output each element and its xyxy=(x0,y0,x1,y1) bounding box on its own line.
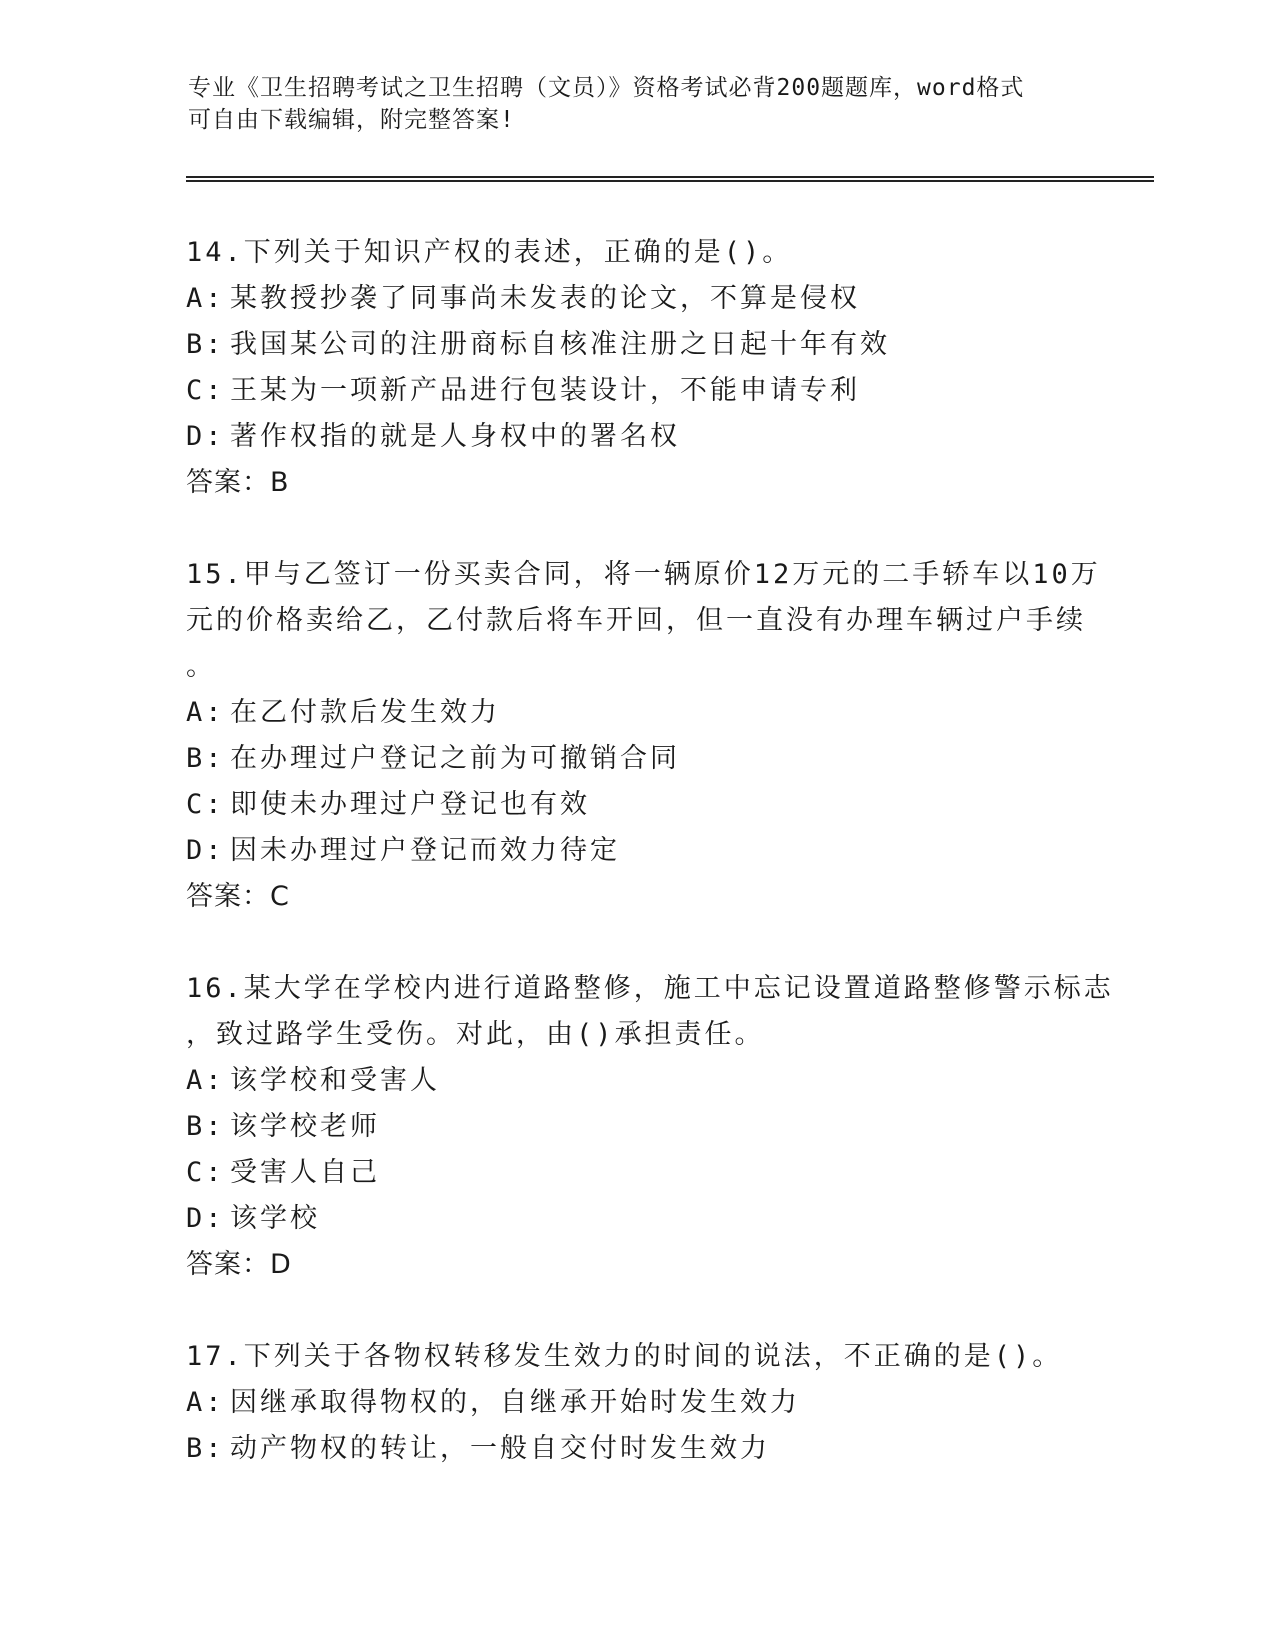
header-divider xyxy=(186,176,1154,182)
option-key: D: xyxy=(186,421,225,452)
option-a xyxy=(186,1380,1106,1426)
option-key: A: xyxy=(186,697,225,728)
question-stem-continued: 。 xyxy=(186,651,216,682)
option-key: C: xyxy=(186,789,225,820)
header-line-1: 专业《卫生招聘考试之卫生招聘（文员）》资格考试必背200题题库，word格式 xyxy=(188,75,1025,101)
option-text: 该学校和受害人 xyxy=(230,1065,440,1096)
option-key: A: xyxy=(186,1387,225,1418)
option-b xyxy=(186,1104,1106,1150)
option-text: 在办理过户登记之前为可撤销合同 xyxy=(230,743,680,774)
answer-line: 答案：B xyxy=(186,467,290,498)
option-d xyxy=(186,828,1106,874)
option-a xyxy=(186,690,1106,736)
option-key: C: xyxy=(186,1157,225,1188)
question-stem: 17.下列关于各物权转移发生效力的时间的说法，不正确的是()。 xyxy=(186,1341,1063,1372)
question-stem-continued: 元的价格卖给乙，乙付款后将车开回，但一直没有办理车辆过户手续 xyxy=(186,605,1086,636)
question-stem: 15.甲与乙签订一份买卖合同，将一辆原价12万元的二手轿车以10万 xyxy=(186,559,1101,590)
option-text: 该学校老师 xyxy=(230,1111,380,1142)
option-text: 动产物权的转让，一般自交付时发生效力 xyxy=(230,1433,770,1464)
question-15 xyxy=(186,552,1106,920)
option-b xyxy=(186,1426,1106,1472)
question-stem-continued: ，致过路学生受伤。对此，由()承担责任。 xyxy=(186,1019,765,1050)
option-text: 王某为一项新产品进行包装设计，不能申请专利 xyxy=(230,375,860,406)
option-key: D: xyxy=(186,1203,225,1234)
option-a xyxy=(186,1058,1106,1104)
question-16 xyxy=(186,966,1114,1288)
question-14 xyxy=(186,230,1106,506)
question-stem: 16.某大学在学校内进行道路整修，施工中忘记设置道路整修警示标志 xyxy=(186,973,1114,1004)
option-key: B: xyxy=(186,329,225,360)
option-a xyxy=(186,276,1106,322)
question-17 xyxy=(186,1334,1106,1472)
option-key: B: xyxy=(186,743,225,774)
option-c xyxy=(186,1150,1106,1196)
question-stem: 14.下列关于知识产权的表述，正确的是()。 xyxy=(186,237,793,268)
option-d xyxy=(186,1196,1106,1242)
option-key: C: xyxy=(186,375,225,406)
answer-line: 答案：D xyxy=(186,1249,292,1280)
document-header xyxy=(188,72,1088,136)
option-text: 著作权指的就是人身权中的署名权 xyxy=(230,421,680,452)
option-key: B: xyxy=(186,1433,225,1464)
header-line-2: 可自由下载编辑，附完整答案! xyxy=(188,107,515,133)
option-text: 该学校 xyxy=(230,1203,320,1234)
option-text: 在乙付款后发生效力 xyxy=(230,697,500,728)
option-key: B: xyxy=(186,1111,225,1142)
option-b xyxy=(186,736,1106,782)
option-text: 因未办理过户登记而效力待定 xyxy=(230,835,620,866)
option-text: 某教授抄袭了同事尚未发表的论文，不算是侵权 xyxy=(230,283,860,314)
option-text: 我国某公司的注册商标自核准注册之日起十年有效 xyxy=(230,329,890,360)
question-list xyxy=(186,230,1114,1518)
option-key: A: xyxy=(186,283,225,314)
option-text: 受害人自己 xyxy=(230,1157,380,1188)
option-key: A: xyxy=(186,1065,225,1096)
option-b xyxy=(186,322,1106,368)
option-key: D: xyxy=(186,835,225,866)
answer-line: 答案：C xyxy=(186,881,290,912)
option-c xyxy=(186,368,1106,414)
option-d xyxy=(186,414,1106,460)
option-text: 即使未办理过户登记也有效 xyxy=(230,789,590,820)
option-c xyxy=(186,782,1106,828)
option-text: 因继承取得物权的，自继承开始时发生效力 xyxy=(230,1387,800,1418)
